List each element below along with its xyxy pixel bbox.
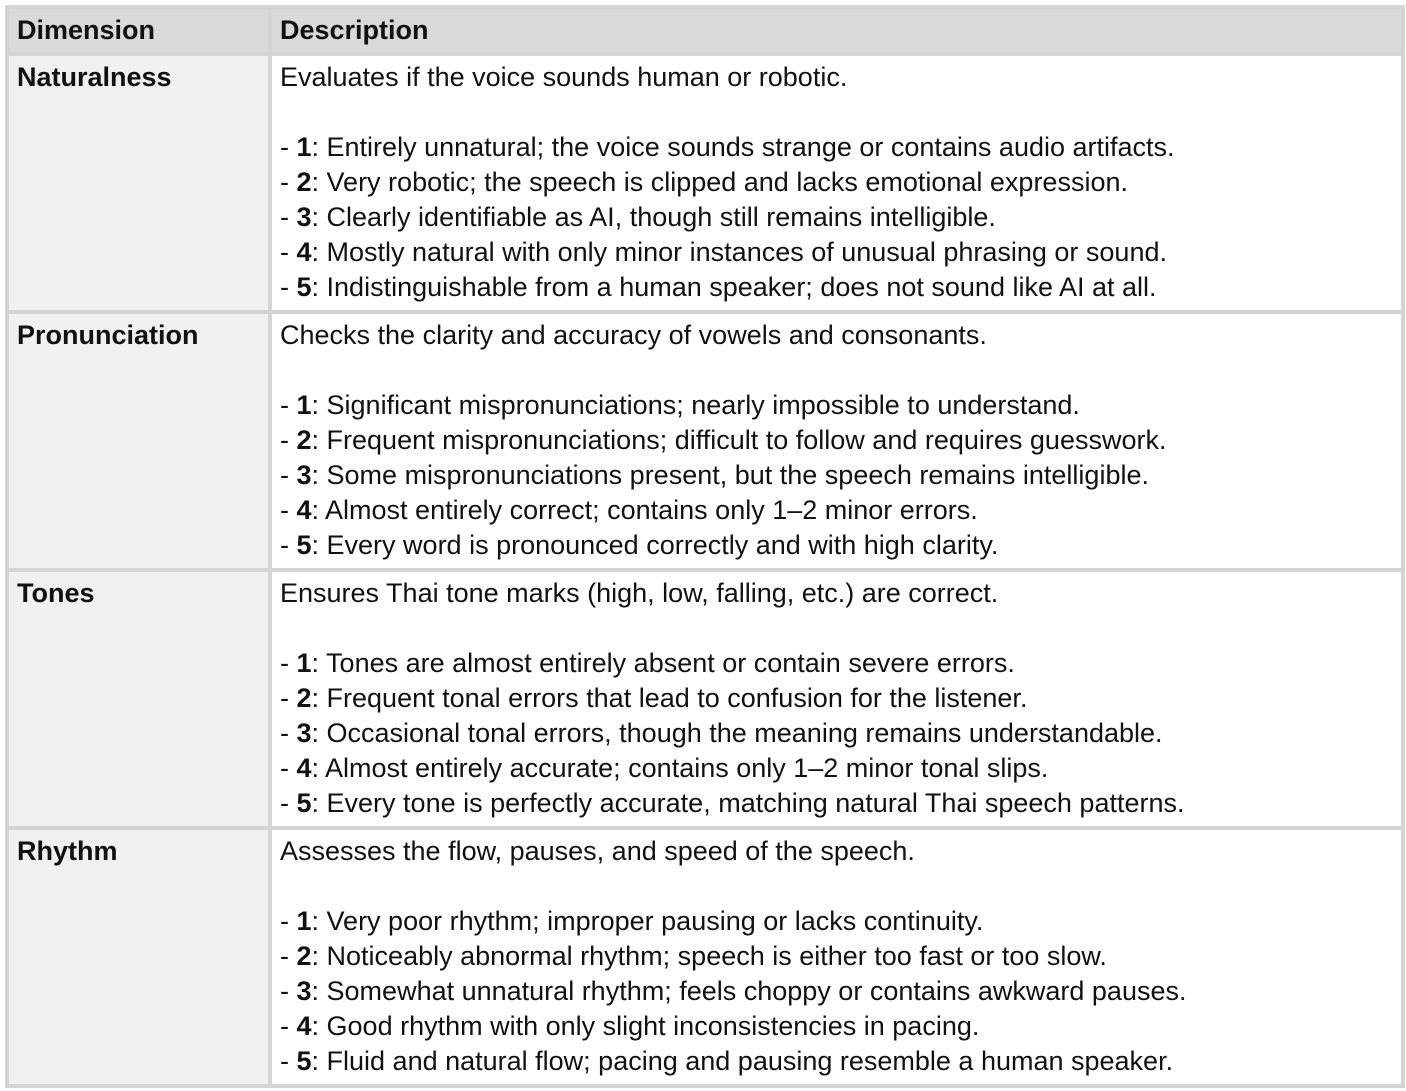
score-level: - 1: Entirely unnatural; the voice sounds strange or contains audio artifacts. <box>280 132 1175 162</box>
score-number: 1 <box>296 390 312 420</box>
score-level: - 5: Every word is pronounced correctly and with high clarity. <box>280 530 999 560</box>
score-level: - 2: Frequent mispronunciations; difficult to follow and requires guesswork. <box>280 425 1167 455</box>
dimension-summary: Checks the clarity and accuracy of vowels and consonants. <box>280 320 987 350</box>
dimension-summary: Assesses the flow, pauses, and speed of the speech. <box>280 836 915 866</box>
score-level: - 2: Noticeably abnormal rhythm; speech is either too fast or too slow. <box>280 941 1107 971</box>
rubric-table-container <box>5 5 1401 1088</box>
table-row <box>7 828 1403 1086</box>
score-level: - 5: Indistinguishable from a human speaker; does not sound like AI at all. <box>280 272 1157 302</box>
header-row <box>7 7 1403 54</box>
score-number: 4 <box>296 1011 312 1041</box>
table-row <box>7 312 1403 570</box>
score-number: 4 <box>296 753 312 783</box>
score-level: - 1: Significant mispronunciations; nearly impossible to understand. <box>280 390 1080 420</box>
score-number: 1 <box>296 132 312 162</box>
score-number: 3 <box>296 718 312 748</box>
score-level: - 4: Almost entirely correct; contains only 1–2 minor errors. <box>280 495 978 525</box>
score-level: - 3: Occasional tonal errors, though the meaning remains understandable. <box>280 718 1163 748</box>
score-number: 2 <box>296 167 312 197</box>
score-level: - 2: Very robotic; the speech is clipped and lacks emotional expression. <box>280 167 1128 197</box>
score-number: 2 <box>296 941 312 971</box>
score-number: 5 <box>296 272 312 302</box>
score-level: - 3: Somewhat unnatural rhythm; feels choppy or contains awkward pauses. <box>280 976 1187 1006</box>
table-body <box>7 54 1403 1086</box>
score-number: 1 <box>296 906 312 936</box>
score-level: - 1: Very poor rhythm; improper pausing or lacks continuity. <box>280 906 984 936</box>
score-number: 5 <box>296 530 312 560</box>
table-header <box>7 7 1403 54</box>
score-number: 1 <box>296 648 312 678</box>
score-level: - 2: Frequent tonal errors that lead to confusion for the listener. <box>280 683 1028 713</box>
score-level: - 4: Mostly natural with only minor instances of unusual phrasing or sound. <box>280 237 1167 267</box>
dimension-cell: Naturalness <box>7 54 270 312</box>
score-level: - 5: Every tone is perfectly accurate, matching natural Thai speech patterns. <box>280 788 1185 818</box>
score-number: 4 <box>296 237 312 267</box>
score-level: - 4: Good rhythm with only slight inconsistencies in pacing. <box>280 1011 980 1041</box>
dimension-cell: Pronunciation <box>7 312 270 570</box>
description-cell <box>270 828 1403 1086</box>
dimension-summary: Ensures Thai tone marks (high, low, falling, etc.) are correct. <box>280 578 999 608</box>
header-description: Description <box>270 7 1403 54</box>
rubric-table <box>5 5 1405 1088</box>
score-number: 2 <box>296 425 312 455</box>
description-cell <box>270 54 1403 312</box>
score-level: - 4: Almost entirely accurate; contains only 1–2 minor tonal slips. <box>280 753 1049 783</box>
score-number: 5 <box>296 788 312 818</box>
score-number: 2 <box>296 683 312 713</box>
score-number: 3 <box>296 976 312 1006</box>
score-level: - 3: Clearly identifiable as AI, though still remains intelligible. <box>280 202 996 232</box>
score-number: 5 <box>296 1046 312 1076</box>
description-cell <box>270 570 1403 828</box>
dimension-summary: Evaluates if the voice sounds human or robotic. <box>280 62 848 92</box>
header-dimension: Dimension <box>7 7 270 54</box>
score-number: 3 <box>296 202 312 232</box>
dimension-cell: Tones <box>7 570 270 828</box>
table-row <box>7 54 1403 312</box>
score-level: - 5: Fluid and natural flow; pacing and pausing resemble a human speaker. <box>280 1046 1174 1076</box>
score-number: 3 <box>296 460 312 490</box>
table-row <box>7 570 1403 828</box>
description-cell <box>270 312 1403 570</box>
score-level: - 1: Tones are almost entirely absent or contain severe errors. <box>280 648 1015 678</box>
dimension-cell: Rhythm <box>7 828 270 1086</box>
score-level: - 3: Some mispronunciations present, but the speech remains intelligible. <box>280 460 1149 490</box>
score-number: 4 <box>296 495 312 525</box>
